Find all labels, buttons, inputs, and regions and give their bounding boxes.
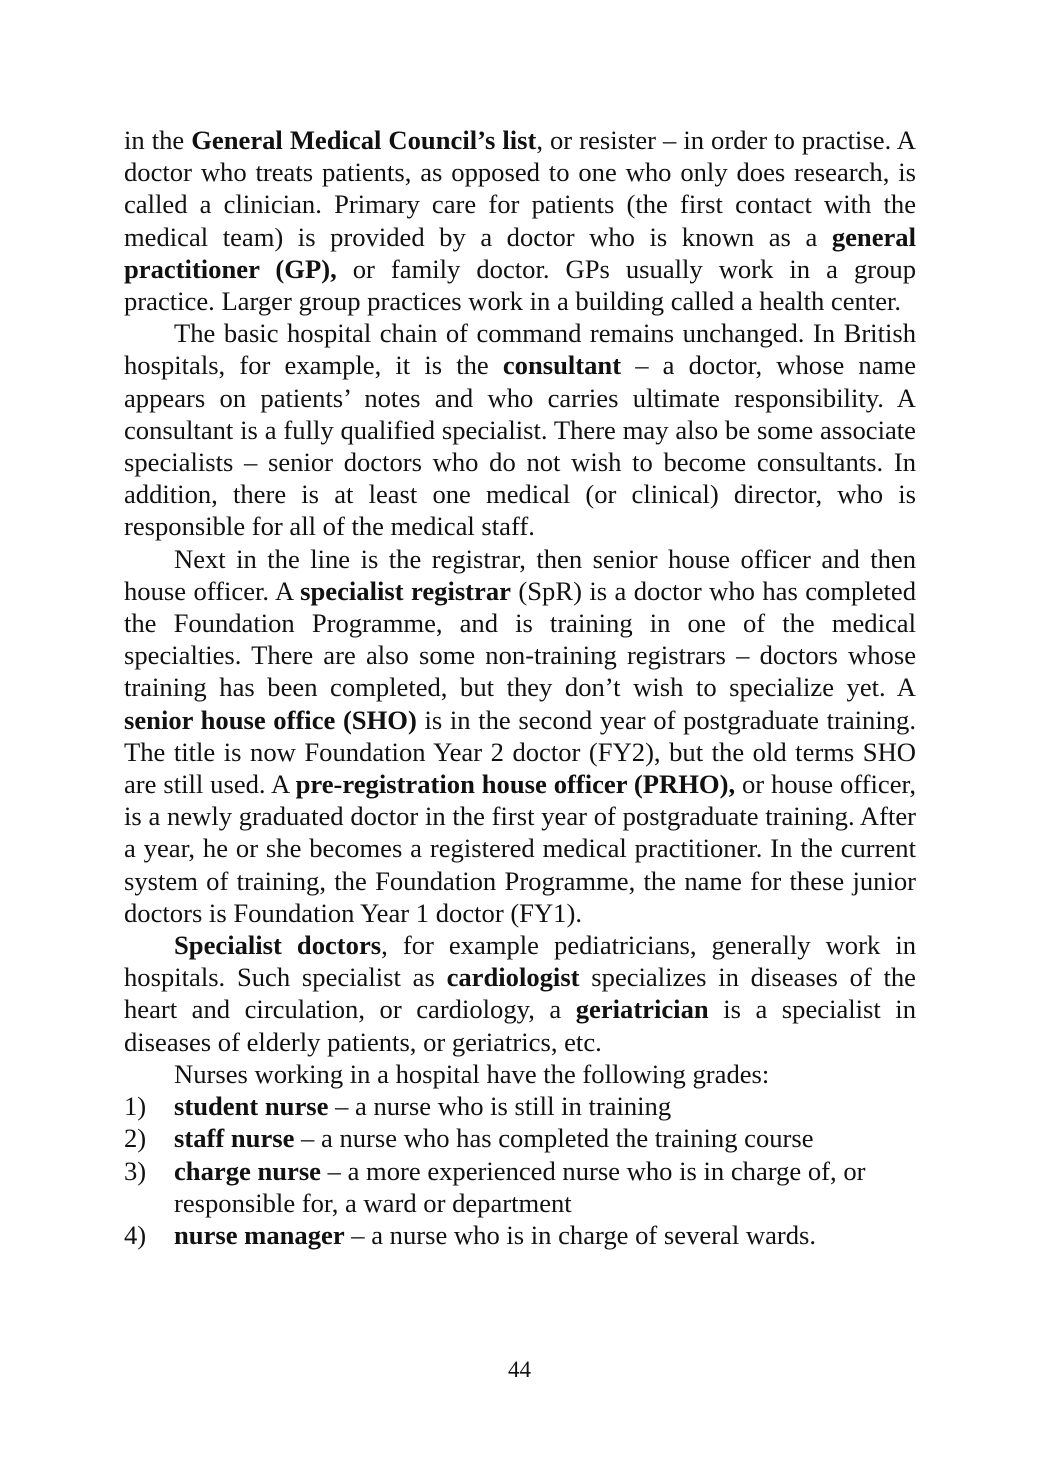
nurse-grades-list bbox=[124, 1090, 916, 1251]
term-general-practitioner: general practitioner (GP), bbox=[124, 221, 916, 284]
term-pre-registration-house-officer: pre-registration house officer (PRHO), bbox=[295, 769, 736, 800]
list-item-description: – a more experienced nurse who is in charge of, or responsible for, a ward or department bbox=[174, 1155, 866, 1218]
term-specialist-doctors: Specialist doctors bbox=[174, 930, 382, 961]
term-student-nurse: student nurse bbox=[174, 1091, 329, 1122]
term-staff-nurse: staff nurse bbox=[174, 1123, 295, 1154]
text-segment: specializes in diseases of the heart and circulation, or cardiology, a bbox=[124, 962, 916, 1025]
list-item bbox=[124, 1219, 916, 1251]
paragraph-registrar bbox=[124, 543, 916, 929]
text-segment: , or resister – in order to practise. A doctor who treats patients, as opposed to one who only does research, is called a clinician. Primary care for patients (the first contact with the medical team) is provided by a doctor who is known as a bbox=[124, 125, 916, 252]
list-item-description: – a nurse who has completed the training course bbox=[294, 1123, 814, 1154]
text-segment: , for example pediatricians, generally work in hospitals. Such specialist as bbox=[124, 930, 917, 993]
page-content bbox=[124, 124, 916, 1251]
nurse-grades-intro: Nurses working in a hospital have the following grades: bbox=[174, 1058, 770, 1089]
text-segment: (SpR) is a doctor who has completed the Foundation Programme, and is training in one of the medical specialties. There are also some non-training registrars – doctors whose training has been completed, but they don’t wish to specialize yet. A bbox=[124, 575, 917, 703]
list-number: 1) bbox=[124, 1091, 147, 1122]
text-segment: Next in the line is the registrar, then senior house officer and then house officer. A bbox=[124, 543, 916, 606]
text-segment: or family doctor. GPs usually work in a group practice. Larger group practices work in a building called a health center. bbox=[124, 253, 916, 317]
list-number: 4) bbox=[124, 1219, 147, 1250]
text-segment: is a specialist in diseases of elderly patients, or geriatrics, etc. bbox=[124, 994, 916, 1057]
term-cardiologist: cardiologist bbox=[446, 962, 580, 993]
paragraph-gmc-gp bbox=[124, 124, 916, 317]
paragraph-consultant bbox=[124, 317, 916, 542]
term-charge-nurse: charge nurse bbox=[174, 1155, 321, 1186]
text-segment: The basic hospital chain of command remains unchanged. In British hospitals, for example, it is the bbox=[124, 318, 916, 381]
list-item-description: – a nurse who is still in training bbox=[328, 1091, 672, 1122]
term-geriatrician: geriatrician bbox=[575, 994, 709, 1025]
list-number: 3) bbox=[124, 1155, 147, 1186]
paragraph-specialist-doctors bbox=[124, 929, 916, 1058]
list-item bbox=[124, 1122, 916, 1154]
page-number: 44 bbox=[508, 1357, 531, 1382]
term-nurse-manager: nurse manager bbox=[174, 1219, 345, 1250]
text-segment: in the bbox=[124, 125, 192, 155]
text-segment: – a doctor, whose name appears on patients’ notes and who carries ultimate responsibility. A consultant is a fully qualified specialist. There may also be some associate specialists – senior doctors who do not wish to become consultants. In addition, there is at least one medical (or clinical) director, who is responsible for all of the medical staff. bbox=[124, 350, 916, 542]
list-item bbox=[124, 1155, 916, 1219]
term-general-medical-councils-list: General Medical Council’s list bbox=[191, 125, 537, 155]
list-item bbox=[124, 1090, 916, 1122]
text-segment: or house officer, is a newly graduated doctor in the first year of postgraduate training. After a year, he or she becomes a registered medical practitioner. In the current system of training, the Foundation Programme, the name for these junior doctors is Foundation Year 1 doctor (FY1). bbox=[124, 769, 916, 928]
list-item-description: – a nurse who is in charge of several wards. bbox=[344, 1219, 817, 1250]
term-senior-house-office: senior house office (SHO) bbox=[124, 704, 417, 735]
term-consultant: consultant bbox=[502, 350, 622, 381]
term-specialist-registrar: specialist registrar bbox=[300, 575, 511, 606]
list-number: 2) bbox=[124, 1123, 147, 1154]
text-segment: is in the second year of postgraduate training. The title is now Foundation Year 2 doctor (FY2), but the old terms SHO are still used. A bbox=[124, 704, 916, 800]
